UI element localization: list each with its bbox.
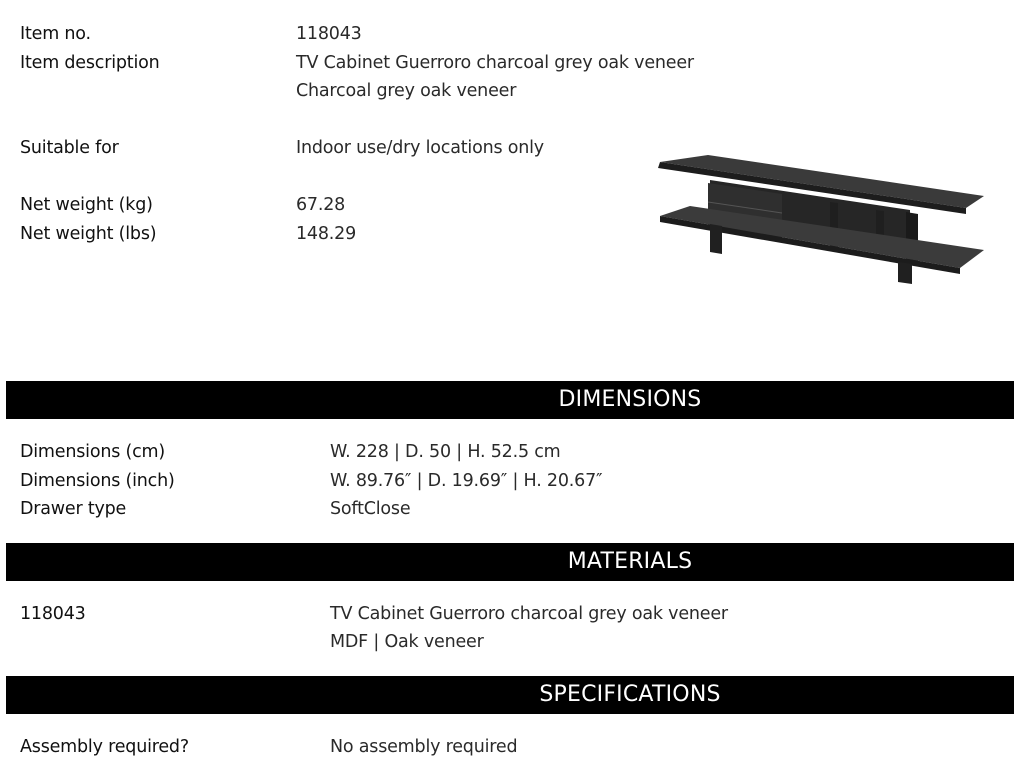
assembly-required-value: No assembly required (330, 737, 518, 757)
item-no-label: Item no. (20, 24, 91, 44)
dimensions-cm-value: W. 228 | D. 50 | H. 52.5 cm (330, 442, 561, 462)
net-weight-lbs-label: Net weight (lbs) (20, 224, 157, 244)
item-no-value: 118043 (296, 24, 362, 44)
dimensions-inch-label: Dimensions (inch) (20, 471, 175, 491)
item-description-line1: TV Cabinet Guerroro charcoal grey oak veneer (296, 53, 694, 73)
specifications-heading: SPECIFICATIONS (6, 676, 1014, 714)
dimensions-inch-value: W. 89.76″ | D. 19.69″ | H. 20.67″ (330, 471, 603, 491)
net-weight-kg-value: 67.28 (296, 195, 346, 215)
materials-line1: TV Cabinet Guerroro charcoal grey oak veneer (330, 604, 728, 624)
suitable-for-value: Indoor use/dry locations only (296, 138, 544, 158)
dimensions-heading: DIMENSIONS (6, 381, 1014, 419)
net-weight-lbs-value: 148.29 (296, 224, 357, 244)
item-description-label: Item description (20, 53, 160, 73)
drawer-type-label: Drawer type (20, 499, 127, 519)
suitable-for-label: Suitable for (20, 138, 119, 158)
dimensions-cm-label: Dimensions (cm) (20, 442, 166, 462)
materials-heading: MATERIALS (6, 543, 1014, 581)
item-description-line2: Charcoal grey oak veneer (296, 81, 517, 101)
materials-line2: MDF | Oak veneer (330, 632, 484, 652)
net-weight-kg-label: Net weight (kg) (20, 195, 153, 215)
assembly-required-label: Assembly required? (20, 737, 189, 757)
drawer-type-value: SoftClose (330, 499, 411, 519)
materials-code: 118043 (20, 604, 86, 624)
product-image-tv-cabinet (650, 150, 990, 290)
